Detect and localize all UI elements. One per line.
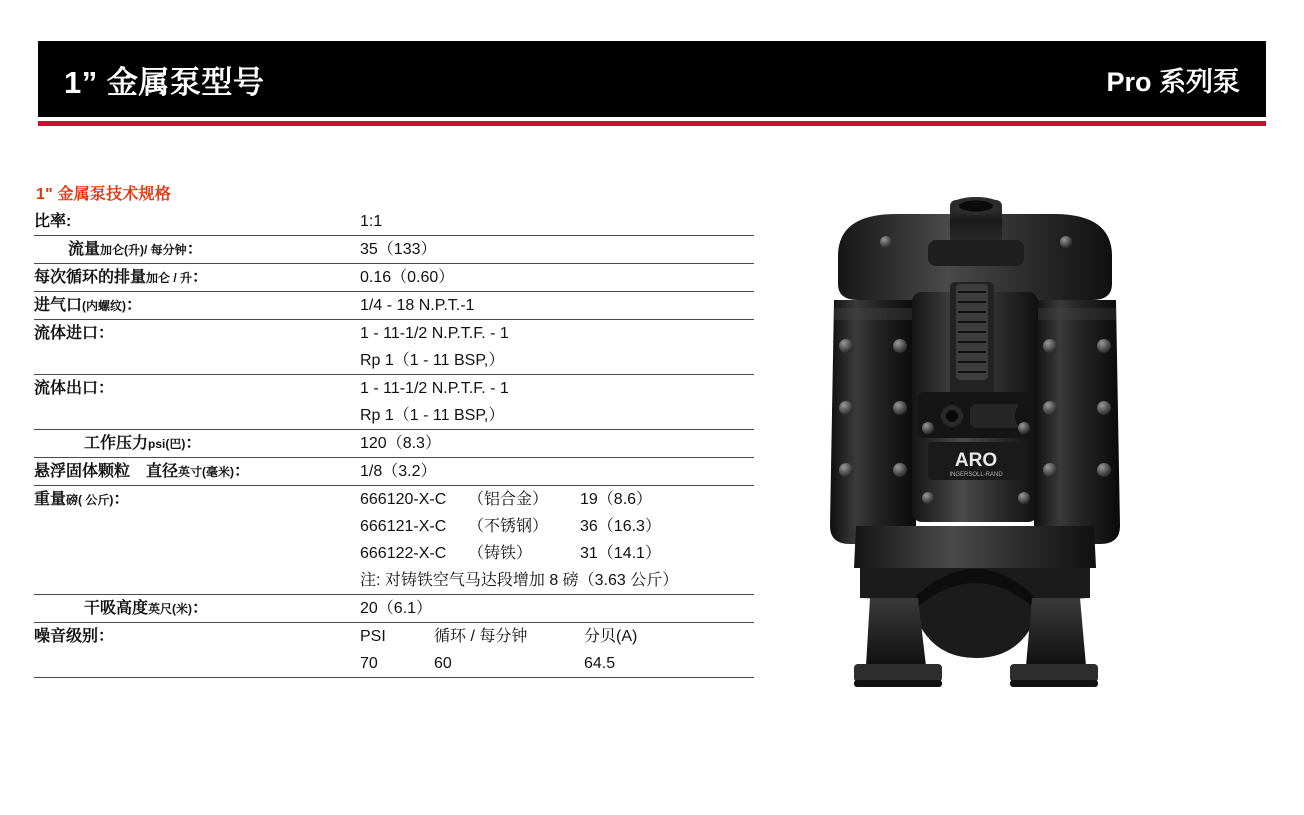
- spec-label-colon: ：: [192, 600, 209, 617]
- table-row: [34, 375, 754, 403]
- muffler-icon: [956, 284, 988, 380]
- weight-value: 36（16.3）: [580, 518, 661, 535]
- pump-base-and-legs: [854, 526, 1098, 687]
- weight-material: （不锈钢）: [468, 518, 549, 535]
- noise-header-row: [352, 623, 754, 651]
- spec-value: 20（6.1）: [352, 595, 754, 623]
- weight-value: 31（14.1）: [580, 545, 661, 562]
- pump-drawing: [800, 196, 1150, 706]
- table-row: [34, 320, 754, 348]
- spec-value: [352, 513, 754, 540]
- spec-label-colon: ：: [113, 491, 130, 508]
- spec-label-main: 悬浮固体颗粒: [34, 463, 131, 480]
- brand-text: ARO: [954, 450, 998, 471]
- weight-model: 666122-X-C: [360, 545, 447, 562]
- table-row: [34, 513, 754, 540]
- spec-label-main: 流量: [68, 241, 101, 258]
- spec-value: Rp 1（1 - 11 BSP,）: [352, 347, 754, 375]
- page-header-band: [38, 41, 1266, 117]
- spec-label-empty: [34, 650, 352, 678]
- spec-value: 120（8.3）: [352, 430, 754, 458]
- spec-label: [34, 595, 352, 623]
- table-row: [34, 430, 754, 458]
- spec-label-unit: 加仑 / 升: [146, 271, 193, 285]
- table-row: [34, 650, 754, 678]
- table-row: [34, 402, 754, 430]
- spec-label-main: 每次循环的排量: [34, 269, 147, 286]
- spec-label-colon: ：: [234, 463, 251, 480]
- spec-label: [34, 430, 352, 458]
- spec-label-colon: ：: [186, 241, 203, 258]
- spec-label-unit: 英尺(米): [148, 602, 193, 616]
- spec-label: [34, 402, 352, 430]
- noise-value-psi: 70: [360, 655, 378, 672]
- spec-label-colon: ：: [185, 435, 202, 452]
- spec-label-unit: psi(巴): [148, 437, 186, 451]
- spec-label: [34, 264, 352, 292]
- weight-model: 666121-X-C: [360, 518, 447, 535]
- table-row: [34, 595, 754, 623]
- spec-label: [34, 236, 352, 264]
- spec-label-empty: [34, 513, 352, 540]
- noise-value-cycles: 60: [434, 655, 452, 672]
- spec-label-colon: ：: [192, 269, 209, 286]
- table-row: [34, 623, 754, 651]
- noise-value-row: [352, 650, 754, 678]
- table-row: [34, 292, 754, 320]
- table-row: [34, 486, 754, 514]
- table-row: [34, 458, 754, 486]
- noise-header-cycles: 循环 / 每分钟: [434, 628, 528, 645]
- spec-value: 0.16（0.60）: [352, 264, 754, 292]
- spec-value: 1 - 11-1/2 N.P.T.F. - 1: [360, 325, 509, 342]
- spec-value: 1/4 - 18 N.P.T.-1: [352, 292, 754, 320]
- pump-illustration: [800, 196, 1150, 706]
- noise-header-db: 分贝(A): [584, 628, 638, 645]
- spec-label-empty: [34, 567, 352, 595]
- spec-label-main-secondary: 直径: [146, 463, 179, 480]
- spec-label-colon: ：: [126, 297, 143, 314]
- table-row: [34, 236, 754, 264]
- aro-nameplate: [928, 442, 1024, 480]
- spec-value: [352, 486, 754, 514]
- spec-label: [34, 292, 352, 320]
- spec-value: 1/8（3.2）: [352, 458, 754, 486]
- weight-material: （铝合金）: [468, 491, 549, 508]
- table-row: [34, 540, 754, 567]
- noise-value-db: 64.5: [584, 655, 616, 672]
- weight-value: 19（8.6）: [580, 491, 653, 508]
- spec-value: 1:1: [352, 208, 754, 236]
- spec-label-unit: 英寸(毫米): [178, 465, 235, 479]
- table-row: [34, 567, 754, 595]
- right-fluid-chamber: [1034, 300, 1120, 544]
- weight-model: 666120-X-C: [360, 491, 447, 508]
- table-row: [34, 208, 754, 236]
- header-accent-rule: [38, 121, 1266, 126]
- page-title: 1” 金属泵型号: [64, 64, 265, 100]
- product-series-label: Pro 系列泵: [1106, 66, 1240, 97]
- spec-label: [34, 347, 352, 375]
- brand-subtext: INGERSOLL-RAND: [949, 472, 1003, 478]
- spec-label: [34, 486, 352, 514]
- spec-value: 35（133）: [352, 236, 754, 264]
- spec-label: 流体进口：: [34, 325, 115, 342]
- spec-value: [352, 540, 754, 567]
- spec-label: 比率:: [34, 208, 352, 236]
- weight-material: （铸铁）: [468, 545, 533, 562]
- spec-label-main: 干吸高度: [84, 600, 149, 617]
- spec-value: 1 - 11-1/2 N.P.T.F. - 1: [360, 380, 509, 397]
- spec-section-title: 1" 金属泵技术规格: [36, 186, 171, 203]
- table-row: [34, 264, 754, 292]
- spec-label-main: 进气口: [34, 297, 83, 314]
- noise-header-psi: PSI: [360, 628, 386, 645]
- table-row: [34, 347, 754, 375]
- spec-label: [34, 458, 352, 486]
- spec-label-empty: [34, 540, 352, 567]
- spec-label-unit: 加仑(升)/ 每分钟: [100, 243, 187, 257]
- spec-label-unit: 磅( 公斤): [66, 493, 114, 507]
- specification-table: [34, 208, 754, 678]
- spec-label: 噪音级别：: [34, 628, 115, 645]
- air-motor-section: [912, 282, 1038, 522]
- spec-value: Rp 1（1 - 11 BSP,）: [352, 402, 754, 430]
- spec-label: 流体出口：: [34, 380, 115, 397]
- spec-label-main: 工作压力: [84, 435, 149, 452]
- left-fluid-chamber: [830, 300, 916, 544]
- spec-label-main: 重量: [34, 491, 67, 508]
- weight-note: 注: 对铸铁空气马达段增加 8 磅（3.63 公斤）: [352, 567, 754, 595]
- spec-label-unit: (内螺纹): [82, 299, 127, 313]
